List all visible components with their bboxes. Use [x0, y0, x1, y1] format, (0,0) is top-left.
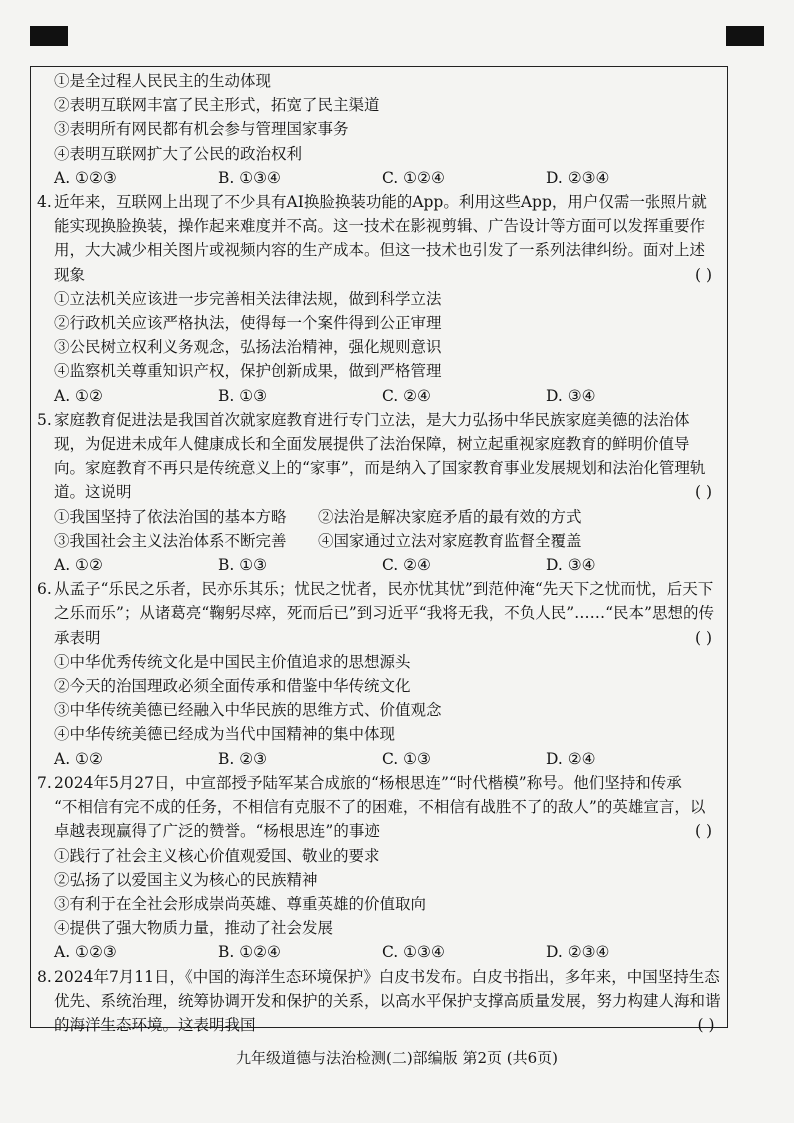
question-number: 7.: [37, 773, 52, 792]
question-number: 5.: [37, 410, 52, 429]
question-stem-line: 之乐而乐”；从诸葛亮“鞠躬尽瘁，死而后已”到习近平“我将无我，不负人民”……“民本”思想的传: [54, 604, 714, 623]
option-item: ③表明所有网民都有机会参与管理国家事务: [54, 120, 349, 139]
registration-mark-right: [726, 26, 764, 46]
option-item: ④中华传统美德已经成为当代中国精神的集中体现: [54, 725, 396, 744]
answer-choices: [54, 166, 718, 190]
option-item: ③有利于在全社会形成崇尚英雄、尊重英雄的价值取向: [54, 894, 427, 913]
answer-choices: [54, 940, 718, 964]
option-item: ③公民树立权利义务观念，弘扬法治精神，强化规则意识: [54, 338, 442, 357]
option-item: ①立法机关应该进一步完善相关法律法规，做到科学立法: [54, 289, 442, 308]
choice-d[interactable]: D. ②③④: [546, 943, 610, 962]
choice-c[interactable]: C. ②④: [382, 556, 431, 575]
choice-a[interactable]: A. ①②: [54, 556, 103, 575]
choice-b[interactable]: B. ①③④: [218, 168, 281, 187]
question-stem-line: 向。家庭教育不再只是传统意义上的“家事”，而是纳入了国家教育事业发展规划和法治化管理轨: [54, 459, 706, 478]
choice-a[interactable]: A. ①②③: [54, 168, 117, 187]
option-item: ④国家通过立法对家庭教育监督全覆盖: [318, 531, 582, 550]
question-3-continuation: [54, 69, 718, 190]
answer-choices: [54, 553, 718, 577]
choice-b[interactable]: B. ①③: [218, 386, 268, 405]
choice-b[interactable]: B. ①②④: [218, 943, 281, 962]
option-item: ②今天的治国理政必须全面传承和借鉴中华传统文化: [54, 677, 411, 696]
choice-c[interactable]: C. ①③④: [382, 943, 445, 962]
choice-a[interactable]: A. ①②③: [54, 943, 117, 962]
question-stem-line: 优先、系统治理，统筹协调开发和保护的关系，以高水平保护支撑高质量发展，努力构建人海和谐: [54, 991, 721, 1010]
answer-blank[interactable]: ( ): [697, 1015, 715, 1034]
question-5: [37, 408, 718, 577]
option-item: ③中华传统美德已经融入中华民族的思维方式、价值观念: [54, 701, 442, 720]
option-item: ④提供了强大物质力量，推动了社会发展: [54, 919, 334, 938]
answer-blank[interactable]: ( ): [694, 265, 712, 284]
question-6: [37, 577, 718, 771]
answer-blank[interactable]: ( ): [694, 483, 712, 502]
question-stem-line: 从孟子“乐民之乐者，民亦乐其乐；忧民之忧者，民亦忧其忧”到范仲淹“先天下之忧而忧，后天下: [54, 580, 714, 599]
option-item: ②表明互联网丰富了民主形式，拓宽了民主渠道: [54, 96, 380, 115]
option-item: ④表明互联网扩大了公民的政治权利: [54, 144, 303, 163]
question-number: 4.: [37, 193, 52, 212]
choice-d[interactable]: D. ③④: [546, 556, 596, 575]
choice-a[interactable]: A. ①②: [54, 749, 103, 768]
answer-choices: [54, 747, 718, 771]
question-stem-line: 承表明: [54, 628, 101, 647]
choice-c[interactable]: C. ①③: [382, 749, 431, 768]
choice-b[interactable]: B. ②③: [218, 749, 268, 768]
option-item: ②法治是解决家庭矛盾的最有效的方式: [318, 507, 582, 526]
option-item: ①是全过程人民民主的生动体现: [54, 72, 272, 90]
question-number: 8.: [37, 967, 52, 986]
question-stem-line: 卓越表现赢得了广泛的赞誉。“杨根思连”的事迹: [54, 822, 380, 841]
question-stem-line: 道。这说明: [54, 483, 132, 502]
question-4: [37, 190, 718, 408]
choice-c[interactable]: C. ①②④: [382, 168, 445, 187]
option-item: ②行政机关应该严格执法，使得每一个案件得到公正审理: [54, 314, 442, 333]
question-stem-line: 2024年5月27日，中宣部授予陆军某合成旅的“杨根思连”“时代楷模”称号。他们坚持和传承: [54, 773, 682, 792]
choice-d[interactable]: D. ②④: [546, 749, 596, 768]
question-stem-line: 2024年7月11日，《中国的海洋生态环境保护》白皮书发布。白皮书指出，多年来，中国坚持生态: [54, 967, 720, 986]
page-footer: 九年级道德与法治检测(二)部编版 第2页 (共6页): [235, 1049, 559, 1067]
choice-a[interactable]: A. ①②: [54, 386, 103, 405]
answer-choices: [54, 384, 718, 408]
option-item: ①中华优秀传统文化是中国民主价值追求的思想源头: [54, 652, 411, 671]
answer-blank[interactable]: ( ): [694, 822, 712, 841]
question-stem-line: 用，大大减少相关图片或视频内容的生产成本。但这一技术也引发了一系列法律纠纷。面对上述: [54, 241, 706, 260]
question-stem-line: 能实现换脸换装，操作起来难度并不高。这一技术在影视剪辑、广告设计等方面可以发挥重要作: [54, 217, 706, 236]
question-stem-line: 近年来，互联网上出现了不少具有AI换脸换装功能的App。利用这些App，用户仅需一张照片就: [54, 193, 707, 212]
choice-b[interactable]: B. ①③: [218, 556, 268, 575]
question-stem-line: 现象: [54, 265, 86, 284]
answer-blank[interactable]: ( ): [694, 628, 712, 647]
choice-c[interactable]: C. ②④: [382, 386, 431, 405]
question-7: [37, 771, 718, 965]
exam-content: [37, 69, 721, 1037]
question-number: 6.: [37, 580, 52, 599]
choice-d[interactable]: D. ②③④: [546, 168, 610, 187]
question-stem-line: “不相信有完不成的任务，不相信有克服不了的困难，不相信有战胜不了的敌人”的英雄宣言，以: [54, 798, 706, 817]
option-item: ④监察机关尊重知识产权，保护创新成果，做到严格管理: [54, 362, 442, 381]
question-8: [37, 965, 721, 1038]
question-stem-line: 的海洋生态环境。这表明我国: [54, 1015, 256, 1034]
question-stem-line: 家庭教育促进法是我国首次就家庭教育进行专门立法，是大力弘扬中华民族家庭美德的法治体: [54, 410, 690, 429]
registration-mark-left: [30, 26, 68, 46]
question-stem-line: 现，为促进未成年人健康成长和全面发展提供了法治保障，树立起重视家庭教育的鲜明价值导: [54, 435, 690, 454]
option-item: ②弘扬了以爱国主义为核心的民族精神: [54, 870, 318, 889]
option-item: ①践行了社会主义核心价值观爱国、敬业的要求: [54, 846, 380, 865]
choice-d[interactable]: D. ③④: [546, 386, 596, 405]
option-item: ①我国坚持了依法治国的基本方略: [54, 507, 287, 526]
option-item: ③我国社会主义法治体系不断完善: [54, 531, 287, 550]
